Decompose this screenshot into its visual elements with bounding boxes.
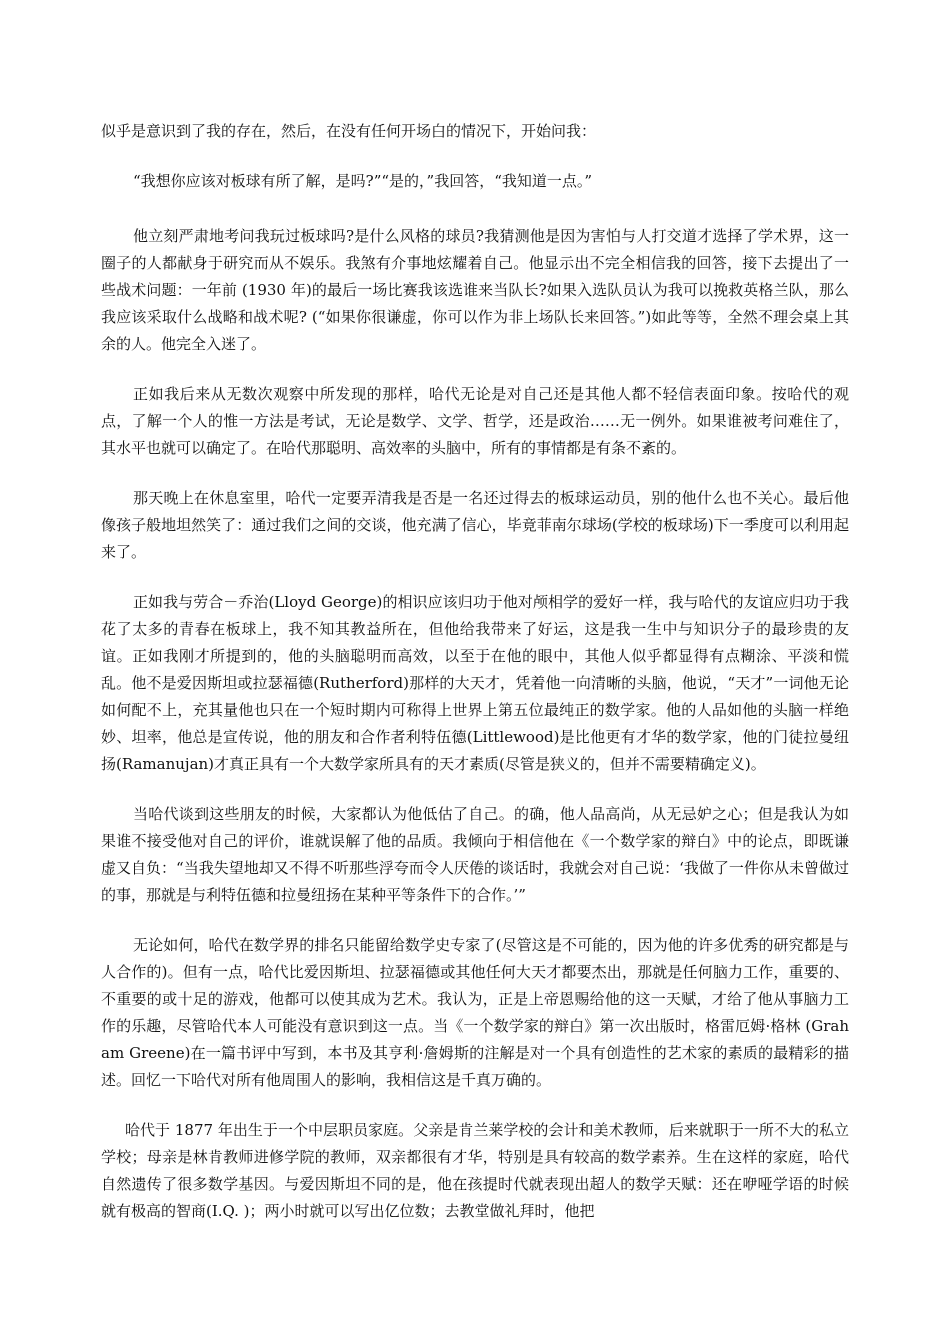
paragraph-5: 那天晚上在休息室里，哈代一定要弄清我是否是一名还过得去的板球运动员，别的他什么也不关心。最后他像孩子般地坦然笑了：通过我们之间的交谈，他充满了信心，毕竟菲南尔球场(学校的板球场)下一季度可以利用起来了。 — [101, 489, 849, 561]
paragraph-7: 当哈代谈到这些朋友的时候，大家都认为他低估了自己。的确，他人品高尚，从无忌妒之心；但是我认为如果谁不接受他对自己的评价，谁就误解了他的品质。我倾向于相信他在《一个数学家的辩白》中的论点，即既谦虚又自负：“当我失望地却又不得不听那些浮夸而令人厌倦的谈话时，我就会对自己说：‘我做了一件你从未曾做过的事，那就是与利特伍德和拉曼纽扬在某种平等条件下的合作。’” — [101, 805, 849, 904]
paragraph-3: 他立刻严肃地考问我玩过板球吗?是什么风格的球员?我猜测他是因为害怕与人打交道才选择了学术界，这一圈子的人都献身于研究而从不娱乐。我煞有介事地炫耀着自己。他显示出不完全相信我的回答，接下去提出了一些战术问题：一年前 (1930 年)的最后一场比赛我该选谁来当队长?如果入选队员认为我可以挽救英格兰队，那么我应该采取什么战略和战术呢? (“如果你很谦虚，你可以作为非上场队长来回答。”)如此等等，全然不理会桌上其余的人。他完全入迷了。 — [101, 227, 849, 353]
paragraph-1: 似乎是意识到了我的存在，然后，在没有任何开场白的情况下，开始问我： — [101, 122, 597, 140]
paragraph-8: 无论如何，哈代在数学界的排名只能留给数学史专家了(尽管这是不可能的，因为他的许多优秀的研究都是与人合作的)。但有一点，哈代比爱因斯坦、拉瑟福德或其他任何大天才都要杰出，那就是任何脑力工作，重要的、不重要的或十足的游戏，他都可以使其成为艺术。我认为，正是上帝恩赐给他的这一天赋，才给了他从事脑力工作的乐趣，尽管哈代本人可能没有意识到这一点。当《一个数学家的辩白》第一次出版时，格雷厄姆·格林 (Graham Greene)在一篇书评中写到，本书及其亨利·詹姆斯的注解是对一个具有创造性的艺术家的素质的最精彩的描述。回忆一下哈代对所有他周围人的影响，我相信这是千真万确的。 — [101, 936, 849, 1089]
paragraph-6: 正如我与劳合－乔治(Lloyd George)的相识应该归功于他对颅相学的爱好一样，我与哈代的友谊应归功于我花了太多的青春在板球上，我不知其教益所在，但他给我带来了好运，这是我一生中与知识分子的最珍贵的友谊。正如我刚才所提到的，他的头脑聪明而高效，以至于在他的眼中，其他人似乎都显得有点糊涂、平淡和慌乱。他不是爱因斯坦或拉瑟福德(Rutherford)那样的大天才，凭着他一向清晰的头脑，他说，“天才”一词他无论如何配不上，充其量他也只在一个短时期内可称得上世界上第五位最纯正的数学家。他的人品如他的头脑一样绝妙、坦率，他总是宣传说，他的朋友和合作者利特伍德(Littlewood)是比他更有才华的数学家，他的门徒拉曼纽扬(Ramanujan)才真正具有一个大数学家所具有的天才素质(尽管是狭义的，但并不需要精确定义)。 — [101, 593, 849, 773]
paragraph-9: 哈代于 1877 年出生于一个中层职员家庭。父亲是肯兰莱学校的会计和美术教师，后来就职于一所不大的私立学校；母亲是林肯教师进修学院的教师，双亲都很有才华，特别是具有较高的数学素养。生在这样的家庭，哈代自然遗传了很多数学基因。与爱因斯坦不同的是，他在孩提时代就表现出超人的数学天赋：还在咿哑学语的时候就有极高的智商(I.Q. )；两小时就可以写出亿位数；去教堂做礼拜时，他把 — [101, 1121, 849, 1220]
paragraph-quote: “我想你应该对板球有所了解，是吗?”“是的，”我回答，“我知道一点。” — [133, 172, 593, 190]
paragraph-4: 正如我后来从无数次观察中所发现的那样，哈代无论是对自己还是其他人都不轻信表面印象。按哈代的观点，了解一个人的惟一方法是考试，无论是数学、文学、哲学，还是政治……无一例外。如果谁被考问难住了，其水平也就可以确定了。在哈代那聪明、高效率的头脑中，所有的事情都是有条不紊的。 — [101, 385, 849, 457]
document-page — [101, 118, 849, 1225]
